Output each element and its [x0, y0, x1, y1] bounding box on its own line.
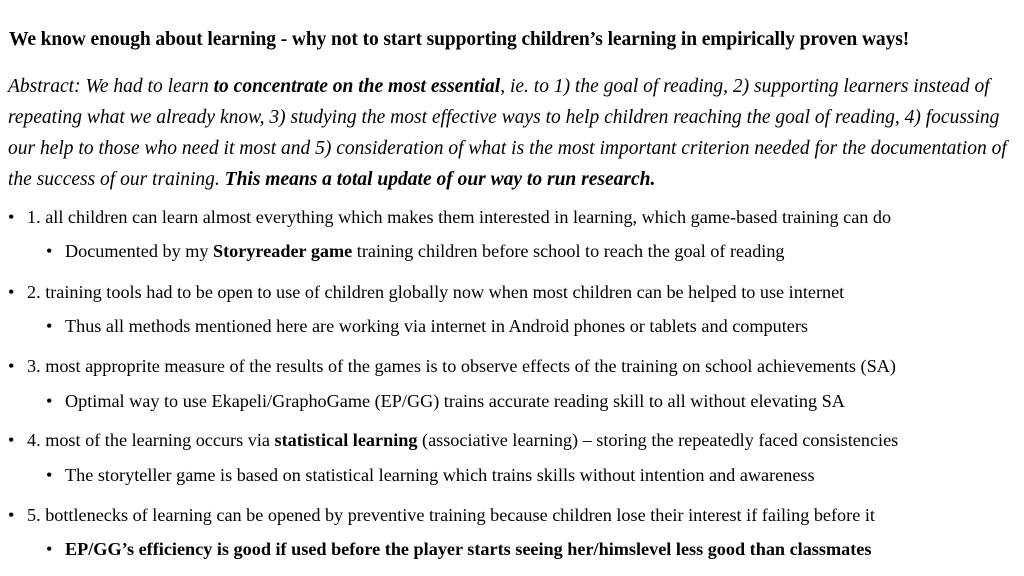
abstract-text-1: Abstract: We had to learn	[8, 76, 214, 97]
sub-bullet-text-bold: Storyreader game	[213, 241, 353, 261]
bullet-dot-icon: •	[8, 356, 15, 376]
sub-bullet-text: EP/GG’s efficiency is good if used before the player starts seeing her/himslevel less good than classmates	[65, 539, 872, 559]
bullet-dot-icon: •	[46, 316, 53, 336]
bullet-dot-icon: •	[8, 430, 15, 450]
sub-bullet-text	[65, 241, 785, 262]
bullet-dot-icon: •	[8, 282, 15, 302]
sub-bullet-text: The storyteller game is based on statistical learning which trains skills without intention and awareness	[65, 465, 815, 485]
bullet-text: 1. all children can learn almost everything which makes them interested in learning, which game-based training can do	[27, 207, 892, 227]
bullet-dot-icon: •	[46, 241, 53, 261]
bullet-text-pre: 4. most of the learning occurs via	[27, 430, 275, 450]
abstract-text-2: , ie. to 1) the goal of reading, 2) supporting learners instead of repeating what we already know, 3) studying the most effective ways to help children reaching the goal of reading, 4) focussing our help to those who need it most and 5) consideration of what is the most important criterion needed for the documentation of the success of our training.	[8, 76, 1007, 190]
bullet-text: 5. bottlenecks of learning can be opened by preventive training because children lose their interest if failing before it	[27, 505, 875, 525]
bullet-text: 3. most approprite measure of the results of the games is to observe effects of the training on school achievements (SA)	[27, 356, 896, 376]
abstract-paragraph	[8, 71, 1018, 195]
bullet-dot-icon: •	[46, 539, 53, 559]
bullet-dot-icon: •	[46, 465, 53, 485]
bullet-dot-icon: •	[46, 391, 53, 411]
bullet-text-post: (associative learning) – storing the repeatedly faced consistencies	[417, 430, 899, 450]
bullet-text: 2. training tools had to be open to use of children globally now when most children can be helped to use internet	[27, 282, 845, 302]
abstract-emphasis-2: This means a total update of our way to run research.	[224, 169, 656, 190]
bullet-dot-icon: •	[8, 505, 15, 525]
sub-bullet-text: Optimal way to use Ekapeli/GraphoGame (EP/GG) trains accurate reading skill to all without elevating SA	[65, 391, 845, 411]
bullet-text-bold: statistical learning	[274, 430, 418, 450]
bullet-dot-icon: •	[8, 207, 15, 227]
sub-bullet-text-pre: Documented by my	[65, 241, 213, 261]
abstract-emphasis-1: to concentrate on the most essential	[213, 76, 501, 97]
sub-bullet-text: Thus all methods mentioned here are working via internet in Android phones or tablets and computers	[65, 316, 808, 336]
bullet-text	[27, 430, 898, 451]
slide-title: We know enough about learning - why not to start supporting children’s learning in empirically proven ways!	[9, 29, 910, 50]
sub-bullet-text-post: training children before school to reach the goal of reading	[352, 241, 785, 261]
